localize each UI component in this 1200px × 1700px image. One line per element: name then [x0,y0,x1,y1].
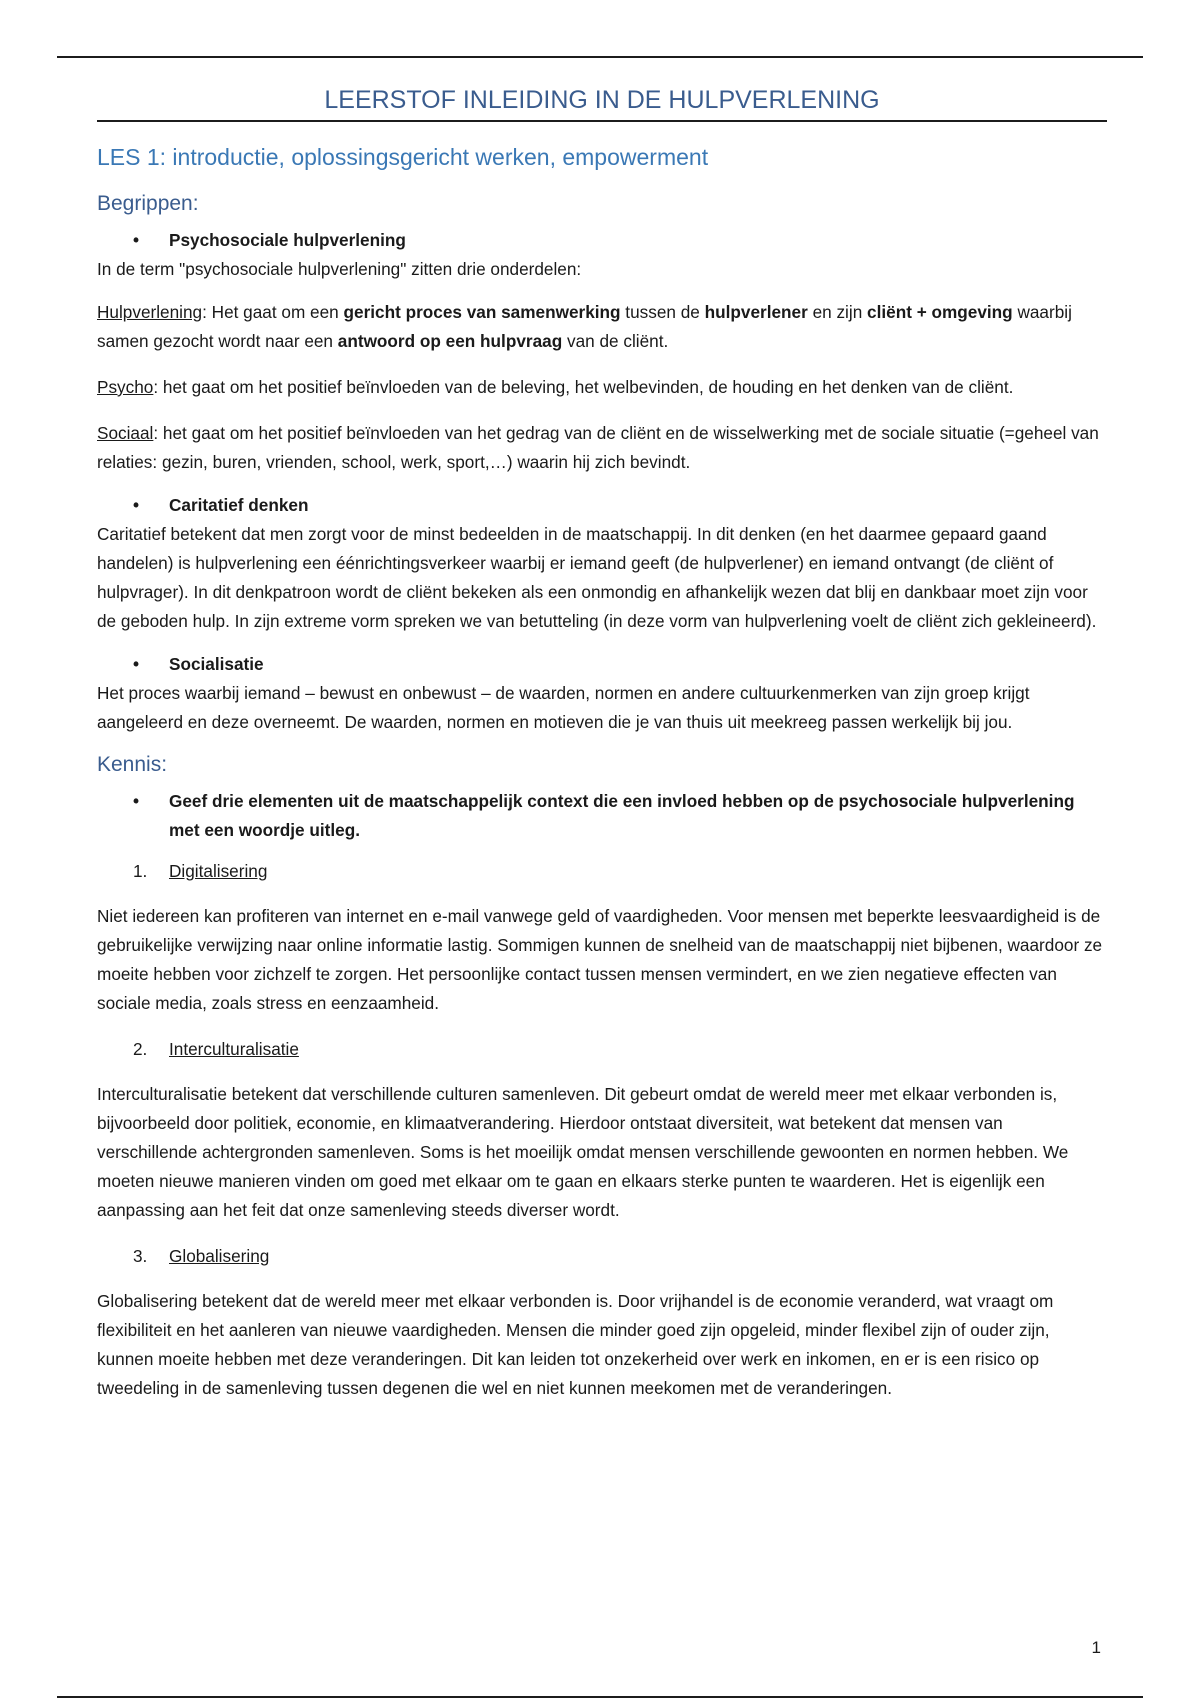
page-number: 1 [1091,1638,1101,1657]
item-title: Globalisering [169,1246,270,1266]
caritatief-text: Caritatief betekent dat men zorgt voor de minst bedeelden in de maatschappij. In dit denken (en het daarmee gepaard gaand handelen) is hulpverlening een éénrichtingsverkeer waarbij er iemand geeft (de hulpverlener) en iemand ontvangt (de cliënt of hulpvrager). In dit denkpatroon wordt de cliënt bekeken als een onmondig en afhankelijk wezen dat blij en dankbaar moet zijn voor de geboden hulp. In zijn extreme vorm spreken we van betutteling (in deze vorm van hulpverlening voelt de cliënt zich gekleineerd). [97,524,1097,631]
definition-text: : het gaat om het positief beïnvloeden van het gedrag van de cliënt en de wisselwerking met de sociale situatie (=geheel van relaties: gezin, buren, vrienden, school, werk, sport,…) waarin hij zich bevindt. [97,423,1099,472]
kennis-heading: Kennis: [97,753,168,776]
item-number: 2. [133,1039,148,1059]
text-run: waarbij samen gezocht wordt naar een [97,302,1072,351]
bold-run: gericht proces van samenwerking [343,302,621,322]
text-run: tussen de [620,302,705,322]
bold-run: antwoord op een hulpvraag [337,331,563,351]
kennis-item-1-text: Niet iedereen kan profiteren van internet en e-mail vanwege geld of vaardigheden. Voor mensen met beperkte leesvaardigheid is de gebruikelijke verwijzing naar online informatie lastig. Sommigen kunnen de snelheid van de maatschappij niet bijbenen, waardoor ze moeite hebben voor zichzelf te zorgen. Het persoonlijke contact tussen mensen vermindert, en we zien negatieve effecten van sociale media, zoals stress en eenzaamheid. [97,906,1103,1013]
kennis-item-3-text: Globalisering betekent dat de wereld meer met elkaar verbonden is. Door vrijhandel is de economie veranderd, wat vraagt om flexibiliteit en het aanleren van nieuwe vaardigheden. Mensen die minder goed zijn opgeleid, minder flexibel zijn of ouder zijn, kunnen moeite hebben met deze veranderingen. Dit kan leiden tot onzekerheid over werk en inkomen, en er is een risico op tweedeling in de samenleving tussen degenen die wel en niet kunnen meekomen met de veranderingen. [97,1291,1054,1398]
term-label: Socialisatie [169,654,264,674]
psycho-definition [97,373,1107,402]
definition-label: Sociaal [97,423,154,443]
begrippen-heading: Begrippen: [97,192,199,215]
term-socialisatie [97,650,1107,679]
question-text: Geef drie elementen uit de maatschappelijk context die een invloed hebben op de psychosociale hulpverlening met een woordje uitleg. [169,791,1075,840]
definition-label: Psycho [97,377,154,397]
item-title: Interculturalisatie [169,1039,299,1059]
psychosociaal-intro: In de term "psychosociale hulpverlening" zitten drie onderdelen: [97,259,582,279]
definition-text: : het gaat om het positief beïnvloeden van de beleving, het welbevinden, de houding en het denken van de cliënt. [153,377,1014,397]
kennis-item-3 [97,1242,1107,1271]
bold-run: hulpverlener [704,302,808,322]
item-number: 3. [133,1246,148,1266]
bullet: • [133,495,140,515]
term-label: Caritatief denken [169,495,309,515]
kennis-item-2 [97,1035,1107,1064]
page-content [97,86,1107,1420]
item-number: 1. [133,861,148,881]
lesson-heading: LES 1: introductie, oplossingsgericht werken, empowerment [97,144,709,170]
term-label: Psychosociale hulpverlening [169,230,406,250]
socialisatie-text: Het proces waarbij iemand – bewust en onbewust – de waarden, normen en andere cultuurkenmerken van zijn groep krijgt aangeleerd en deze overneemt. De waarden, normen en motieven die je van thuis uit meekreeg passen werkelijk bij jou. [97,683,1030,732]
sociaal-definition [97,419,1107,477]
kennis-question [97,787,1107,845]
bullet: • [133,230,140,250]
text-run: van de cliënt. [562,331,669,351]
item-title: Digitalisering [169,861,268,881]
page-top-rule [57,56,1143,58]
bold-run: cliënt + omgeving [867,302,1013,322]
document-title: LEERSTOF INLEIDING IN DE HULPVERLENING [97,86,1107,122]
definition-label: Hulpverlening [97,302,203,322]
kennis-item-2-text: Interculturalisatie betekent dat verschillende culturen samenleven. Dit gebeurt omdat de wereld meer met elkaar verbonden is, bijvoorbeeld door politiek, economie, en klimaatverandering. Hierdoor ontstaat diversiteit, wat betekent dat mensen van verschillende achtergronden samenleven. Soms is het moeilijk omdat mensen verschillende gewoonten en normen hebben. We moeten nieuwe manieren vinden om goed met elkaar om te gaan en elkaars sterke punten te waarderen. Het is eigenlijk een aanpassing aan het feit dat onze samenleving steeds diverser wordt. [97,1084,1069,1220]
bullet: • [133,654,140,674]
kennis-item-1 [97,857,1107,886]
text-run: : Het gaat om een [202,302,344,322]
text-run: en zijn [807,302,868,322]
term-caritatief-denken [97,491,1107,520]
page-bottom-rule [57,1696,1143,1698]
bullet: • [133,791,140,811]
hulpverlening-definition [97,298,1107,356]
term-psychosociale-hulpverlening [97,226,1107,255]
